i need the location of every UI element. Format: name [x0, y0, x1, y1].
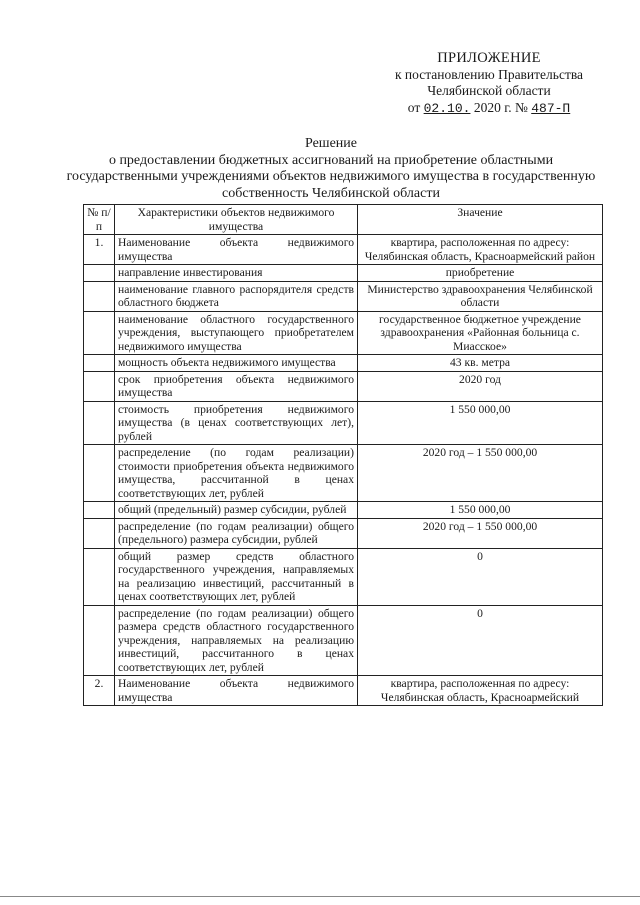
- year-suffix: 2020 г. №: [473, 99, 528, 115]
- row-characteristic-cell: Наименование объекта недвижимого имущества: [115, 235, 358, 265]
- appendix-line-2: к постановлению Правительства: [394, 66, 584, 82]
- row-number-cell: [84, 401, 115, 445]
- table-row: [84, 235, 603, 265]
- row-value-cell: 0: [358, 548, 603, 605]
- table-row: [84, 265, 603, 282]
- table-row: [84, 548, 603, 605]
- row-characteristic-cell: распределение (по годам реализации) общего размера средств областного государственного учреждения, направляемых на реализацию инвестиций, рассчитанного в ценах соответствующих лет, рублей: [115, 605, 358, 676]
- header-characteristic: Характеристики объектов недвижимого имущества: [115, 205, 358, 235]
- row-value-cell: 0: [358, 605, 603, 676]
- row-number-cell: [84, 502, 115, 519]
- row-number-cell: [84, 265, 115, 282]
- row-value-cell: государственное бюджетное учреждение здравоохранения «Районная больница с. Миасское»: [358, 311, 603, 355]
- row-number-cell: [84, 518, 115, 548]
- from-word: от: [407, 99, 421, 115]
- row-characteristic-cell: общий размер средств областного государственного учреждения, направляемых на реализацию инвестиций, рассчитанный в ценах соответствующих лет, рублей: [115, 548, 358, 605]
- appendix-date-line: [380, 100, 598, 118]
- row-value-cell: квартира, расположенная по адресу: Челябинская область, Красноармейский район: [358, 235, 603, 265]
- row-number-cell: 2.: [84, 676, 115, 706]
- row-characteristic-cell: срок приобретения объекта недвижимого имущества: [115, 371, 358, 401]
- row-number-cell: [84, 281, 115, 311]
- row-characteristic-cell: направление инвестирования: [115, 265, 358, 282]
- row-value-cell: Министерство здравоохранения Челябинской области: [358, 281, 603, 311]
- scan-edge-line: [0, 896, 640, 897]
- row-value-cell: 2020 год: [358, 371, 603, 401]
- resolution-date: 02.10.: [423, 100, 471, 116]
- row-number-cell: [84, 548, 115, 605]
- row-value-cell: 2020 год – 1 550 000,00: [358, 445, 603, 502]
- table-row: [84, 371, 603, 401]
- resolution-number: 487-П: [531, 100, 571, 116]
- row-characteristic-cell: Наименование объекта недвижимого имущества: [115, 676, 358, 706]
- row-number-cell: [84, 311, 115, 355]
- table-row: [84, 502, 603, 519]
- row-characteristic-cell: наименование главного распорядителя средств областного бюджета: [115, 281, 358, 311]
- table-row: [84, 445, 603, 502]
- row-value-cell: приобретение: [358, 265, 603, 282]
- table-row: [84, 676, 603, 706]
- document-subtitle: о предоставлении бюджетных ассигнований на приобретение областными государственными учреждениями объектов недвижимого имущества в государственную собственность Челябинской области: [66, 152, 596, 201]
- row-characteristic-cell: наименование областного государственного учреждения, выступающего приобретателем недвижимого имущества: [115, 311, 358, 355]
- row-value-cell: 1 550 000,00: [358, 401, 603, 445]
- table-row: [84, 518, 603, 548]
- row-value-cell: 1 550 000,00: [358, 502, 603, 519]
- table-row: [84, 355, 603, 372]
- table-header-row: [84, 205, 603, 235]
- table-row: [84, 281, 603, 311]
- appendix-line-3: Челябинской области: [427, 83, 551, 98]
- row-value-cell: 2020 год – 1 550 000,00: [358, 518, 603, 548]
- investment-table: [83, 204, 603, 706]
- row-characteristic-cell: мощность объекта недвижимого имущества: [115, 355, 358, 372]
- table-row: [84, 311, 603, 355]
- appendix-title: ПРИЛОЖЕНИЕ: [437, 50, 541, 66]
- row-number-cell: [84, 605, 115, 676]
- table-row: [84, 605, 603, 676]
- row-characteristic-cell: распределение (по годам реализации) стоимости приобретения объекта недвижимого имущества, рассчитанной в ценах соответствующих лет, рублей: [115, 445, 358, 502]
- document-heading: [66, 136, 596, 202]
- header-num: № п/п: [84, 205, 115, 235]
- row-number-cell: [84, 445, 115, 502]
- row-number-cell: 1.: [84, 235, 115, 265]
- document-title: Решение: [304, 136, 357, 151]
- table-row: [84, 401, 603, 445]
- appendix-block: [380, 50, 598, 117]
- row-characteristic-cell: распределение (по годам реализации) общего (предельного) размера субсидии, рублей: [115, 518, 358, 548]
- row-value-cell: квартира, расположенная по адресу: Челябинская область, Красноармейский: [358, 676, 603, 706]
- row-characteristic-cell: стоимость приобретения недвижимого имущества (в ценах соответствующих лет), рублей: [115, 401, 358, 445]
- header-value: Значение: [358, 205, 603, 235]
- row-characteristic-cell: общий (предельный) размер субсидии, рублей: [115, 502, 358, 519]
- row-number-cell: [84, 371, 115, 401]
- row-value-cell: 43 кв. метра: [358, 355, 603, 372]
- row-number-cell: [84, 355, 115, 372]
